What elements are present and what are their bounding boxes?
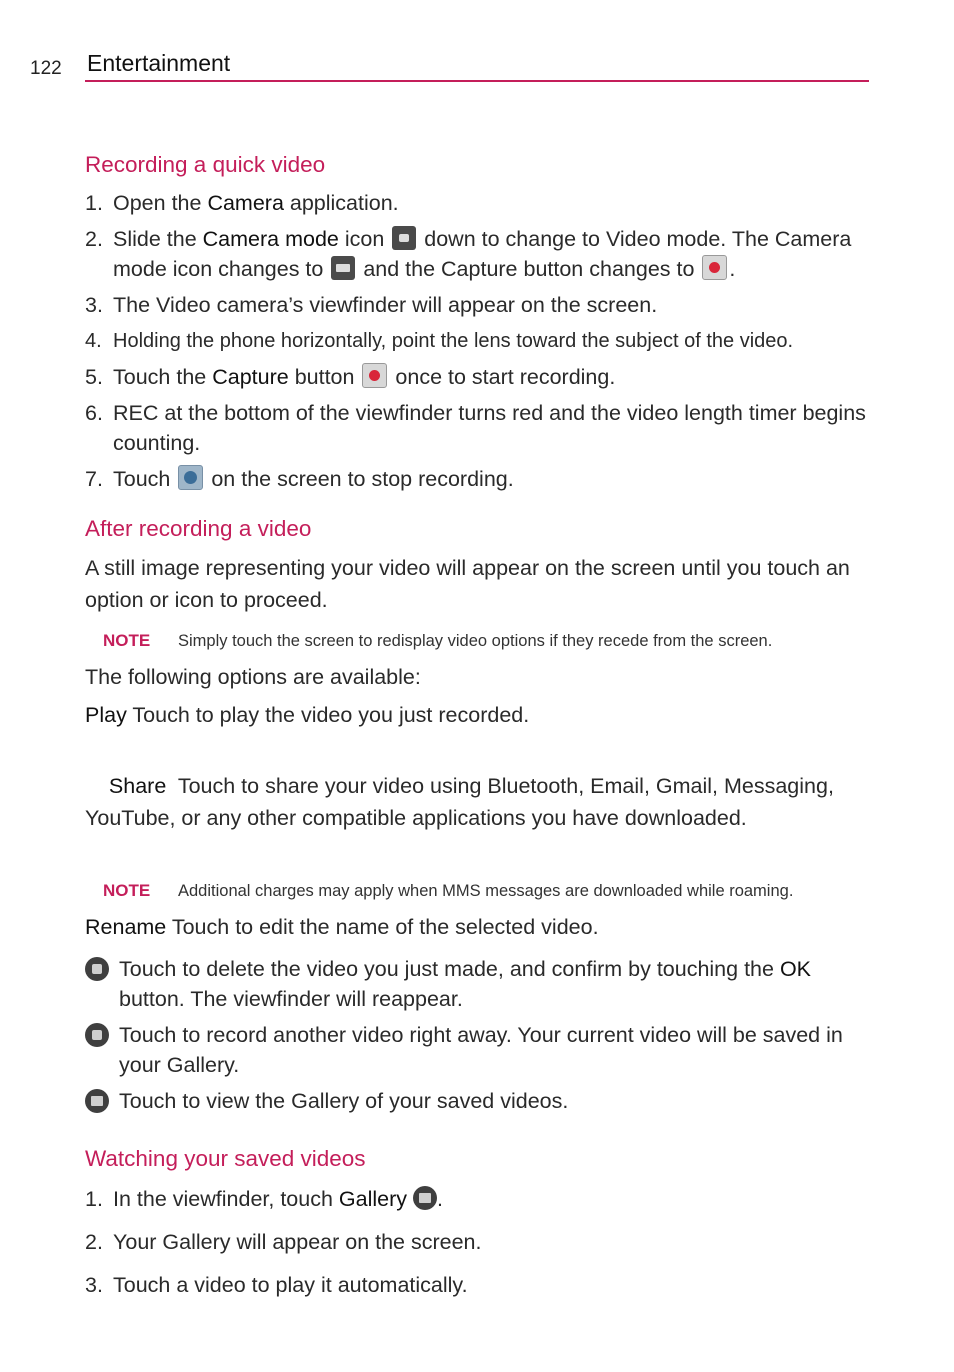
stop-button-icon	[178, 465, 203, 490]
note-label: NOTE	[103, 631, 151, 650]
recording-step-6: 6. REC at the bottom of the viewfinder turns red and the video length timer begins counting.	[85, 401, 866, 455]
option-new-video: Touch to record another video right away. Your current video will be saved in your Gallery.	[85, 1020, 875, 1080]
note-label: NOTE	[103, 881, 151, 900]
header-rule	[85, 80, 869, 82]
recording-step-5: 5. Touch the Capture button once to start recording.	[85, 365, 616, 389]
record-button-icon	[702, 255, 727, 280]
video-mode-icon	[331, 256, 355, 280]
after-intro: A still image representing your video will appear on the screen until you touch an option or icon to proceed.	[85, 556, 850, 612]
recording-step-1: 1. Open the Camera application.	[85, 191, 399, 215]
note-text: Additional charges may apply when MMS messages are downloaded while roaming.	[178, 882, 794, 900]
watching-step-2: 2. Your Gallery will appear on the screen.	[85, 1230, 482, 1254]
note-text: Simply touch the screen to redisplay video options if they recede from the screen.	[178, 632, 773, 650]
page-content	[85, 150, 875, 1306]
heading-watching: Watching your saved videos	[85, 1146, 366, 1171]
option-share: Share Touch to share your video using Bluetooth, Email, Gmail, Messaging, YouTube, or any other compatible applications you have downloaded.	[85, 774, 840, 830]
recording-step-4: 4. Holding the phone horizontally, point the lens toward the subject of the video.	[85, 330, 794, 352]
page-number: 122	[30, 58, 62, 79]
heading-after-recording: After recording a video	[85, 516, 312, 541]
record-button-icon	[362, 363, 387, 388]
watching-steps	[85, 1184, 875, 1300]
camera-mode-icon	[392, 226, 416, 250]
option-delete: Touch to delete the video you just made, and confirm by touching the OK button. The viewfinder will reappear.	[85, 954, 875, 1014]
recording-step-7: 7. Touch on the screen to stop recording.	[85, 467, 514, 491]
note-redisplay	[103, 630, 875, 652]
heading-recording: Recording a quick video	[85, 152, 326, 177]
watching-step-1: 1. In the viewfinder, touch Gallery .	[85, 1187, 443, 1211]
option-rename: Rename Touch to edit the name of the selected video.	[85, 915, 599, 939]
gallery-icon	[85, 1089, 109, 1113]
watching-step-3: 3. Touch a video to play it automatically.	[85, 1273, 468, 1297]
new-video-icon	[85, 1023, 109, 1047]
recording-steps	[85, 188, 875, 494]
recording-step-3: 3. The Video camera’s viewfinder will appear on the screen.	[85, 293, 658, 317]
chapter-title: Entertainment	[87, 50, 231, 76]
gallery-icon	[413, 1186, 437, 1210]
note-charges	[103, 880, 875, 902]
recording-step-2: 2. Slide the Camera mode icon down to change to Video mode. The Camera mode icon changes to and the Capture button changes to .	[85, 227, 852, 281]
option-gallery: Touch to view the Gallery of your saved videos.	[85, 1086, 875, 1116]
option-play: Play Touch to play the video you just recorded.	[85, 703, 530, 727]
delete-icon	[85, 957, 109, 981]
options-intro: The following options are available:	[85, 665, 421, 689]
